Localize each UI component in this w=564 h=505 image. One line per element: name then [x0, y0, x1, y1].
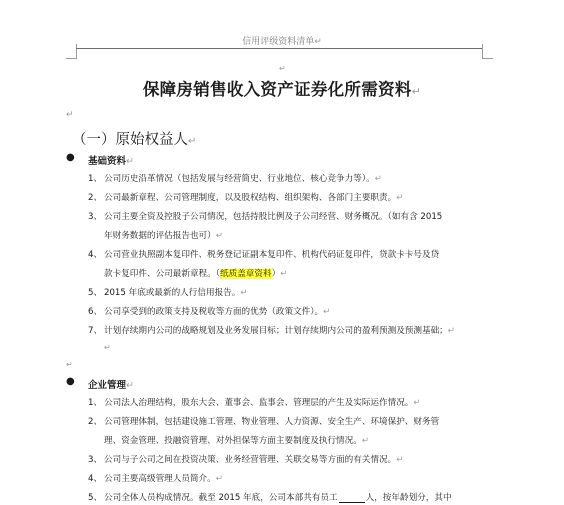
- document-title-text: 保障房销售收入资产证券化所需资料: [142, 80, 412, 99]
- list-item-text: 2015 年底或最新的人行信用报告。: [104, 288, 241, 298]
- list-item: 公司历史沿革情况（包括发展与经营简史、行业地位、核心竞争力等）。↵: [104, 174, 382, 184]
- list-item-text: 人，按年龄划分，其中: [365, 493, 452, 503]
- paragraph-mark: ↵: [104, 343, 111, 352]
- list-item-text: 公司最新章程、公司管理制度，以及股权结构、组织架构、各部门主要职责。: [104, 193, 397, 203]
- page-header-text: 信用评级资料清单: [242, 37, 315, 47]
- list-heading: 企业管理↵: [88, 380, 134, 391]
- list-item-continuation: 理、资金管理、投融资管理、对外担保等方面主要制度及执行情况。↵: [104, 436, 370, 446]
- list-item-number: 3、: [88, 455, 103, 465]
- list-heading: 基础资料↵: [88, 156, 134, 167]
- list-item: 2015 年底或最新的人行信用报告。↵: [104, 288, 248, 298]
- list-item: 计划存续期内公司的战略规划及业务发展目标；计划存续期内公司的盈利预测及预测基础；↵: [104, 326, 455, 336]
- list-item: [104, 491, 452, 503]
- list-item-number: 4、: [88, 474, 103, 484]
- fill-in-blank: [339, 493, 365, 503]
- list-item-number: 7、: [88, 326, 103, 336]
- list-item-number: 1、: [88, 174, 103, 184]
- section-heading-text: （一）原始权益人: [72, 132, 188, 148]
- document-title: 保障房销售收入资产证券化所需资料↵: [142, 80, 422, 99]
- list-item-number: 2、: [88, 193, 103, 203]
- list-item-text: 公司主要全资及控股子公司情况，包括持股比例及子公司经营、财务概况。（如有含 2015: [104, 212, 443, 222]
- list-item: 公司法人治理结构，股东大会、董事会、监事会、管理层的产生及实际运作情况。↵: [104, 398, 421, 408]
- list-item: 公司与子公司之间在投资决策、业务经营管理、关联交易等方面的有关情况。↵: [104, 455, 404, 465]
- list-item-text: ）: [271, 269, 281, 279]
- list-item: [104, 210, 442, 222]
- list-item-continuation: 款卡复印件、公司最新章程。（纸质盖章资料）↵: [104, 269, 288, 279]
- list-item-text: 年财务数据的评估报告也可）: [104, 231, 216, 241]
- list-heading-text: 基础资料: [88, 156, 127, 167]
- list-item: 公司享受到的政策支持及税收等方面的优势（政策文件）。↵: [104, 307, 331, 317]
- list-item-text: 公司全体人员构成情况。截至 2015 年底，公司本部共有员工: [104, 493, 338, 503]
- list-item-number: 1、: [88, 398, 103, 408]
- list-item-text: 公司与子公司之间在投资决策、业务经营管理、关联交易等方面的有关情况。: [104, 455, 397, 465]
- page-header: 信用评级资料清单↵: [242, 37, 322, 47]
- list-item-text: 款卡复印件、公司最新章程。（: [104, 269, 221, 279]
- list-item-number: 5、: [88, 288, 103, 298]
- list-item-number: 4、: [88, 250, 103, 260]
- list-item-text: 理、资金管理、投融资管理、对外担保等方面主要制度及执行情况。: [104, 436, 362, 446]
- highlighted-text: 纸质盖章资料: [220, 269, 272, 279]
- header-rule: [76, 48, 482, 49]
- list-item-text: 公司享受到的政策支持及税收等方面的优势（政策文件）。: [104, 307, 324, 317]
- bullet-icon: ●: [66, 376, 75, 387]
- list-item: 公司主要高级管理人员简介。↵: [104, 474, 223, 484]
- list-item-number: 6、: [88, 307, 103, 317]
- list-item-text: 计划存续期内公司的战略规划及业务发展目标；计划存续期内公司的盈利预测及预测基础；: [104, 326, 448, 336]
- list-item-text: 公司主要高级管理人员简介。: [104, 474, 216, 484]
- list-item-text: 公司管理体制，包括建设施工管理、物业管理、人力资源、安全生产、环境保护、财务管: [104, 417, 440, 427]
- list-item-continuation: 年财务数据的评估报告也可）↵: [104, 231, 223, 241]
- list-item-number: 2、: [88, 417, 103, 427]
- list-item-text: 公司法人治理结构，股东大会、董事会、监事会、管理层的产生及实际运作情况。: [104, 398, 414, 408]
- list-item-number: 3、: [88, 212, 103, 222]
- list-item-number: 5、: [88, 493, 103, 503]
- list-item: [104, 415, 439, 427]
- paragraph-mark: ↵: [66, 110, 74, 120]
- list-item-text: 公司营业执照副本复印件、税务登记证副本复印件、机构代码证复印件，贷款卡卡号及贷: [104, 250, 440, 260]
- list-item-text: 公司历史沿革情况（包括发展与经营简史、行业地位、核心竞争力等）。: [104, 174, 375, 184]
- list-item: [104, 248, 439, 260]
- bullet-icon: ●: [66, 152, 75, 163]
- paragraph-mark: ↵: [66, 360, 73, 369]
- paragraph-mark: ↵: [279, 64, 286, 73]
- section-heading: （一）原始权益人↵: [72, 132, 197, 148]
- list-item: 公司最新章程、公司管理制度，以及股权结构、组织架构、各部门主要职责。↵: [104, 193, 404, 203]
- list-heading-text: 企业管理: [88, 380, 127, 391]
